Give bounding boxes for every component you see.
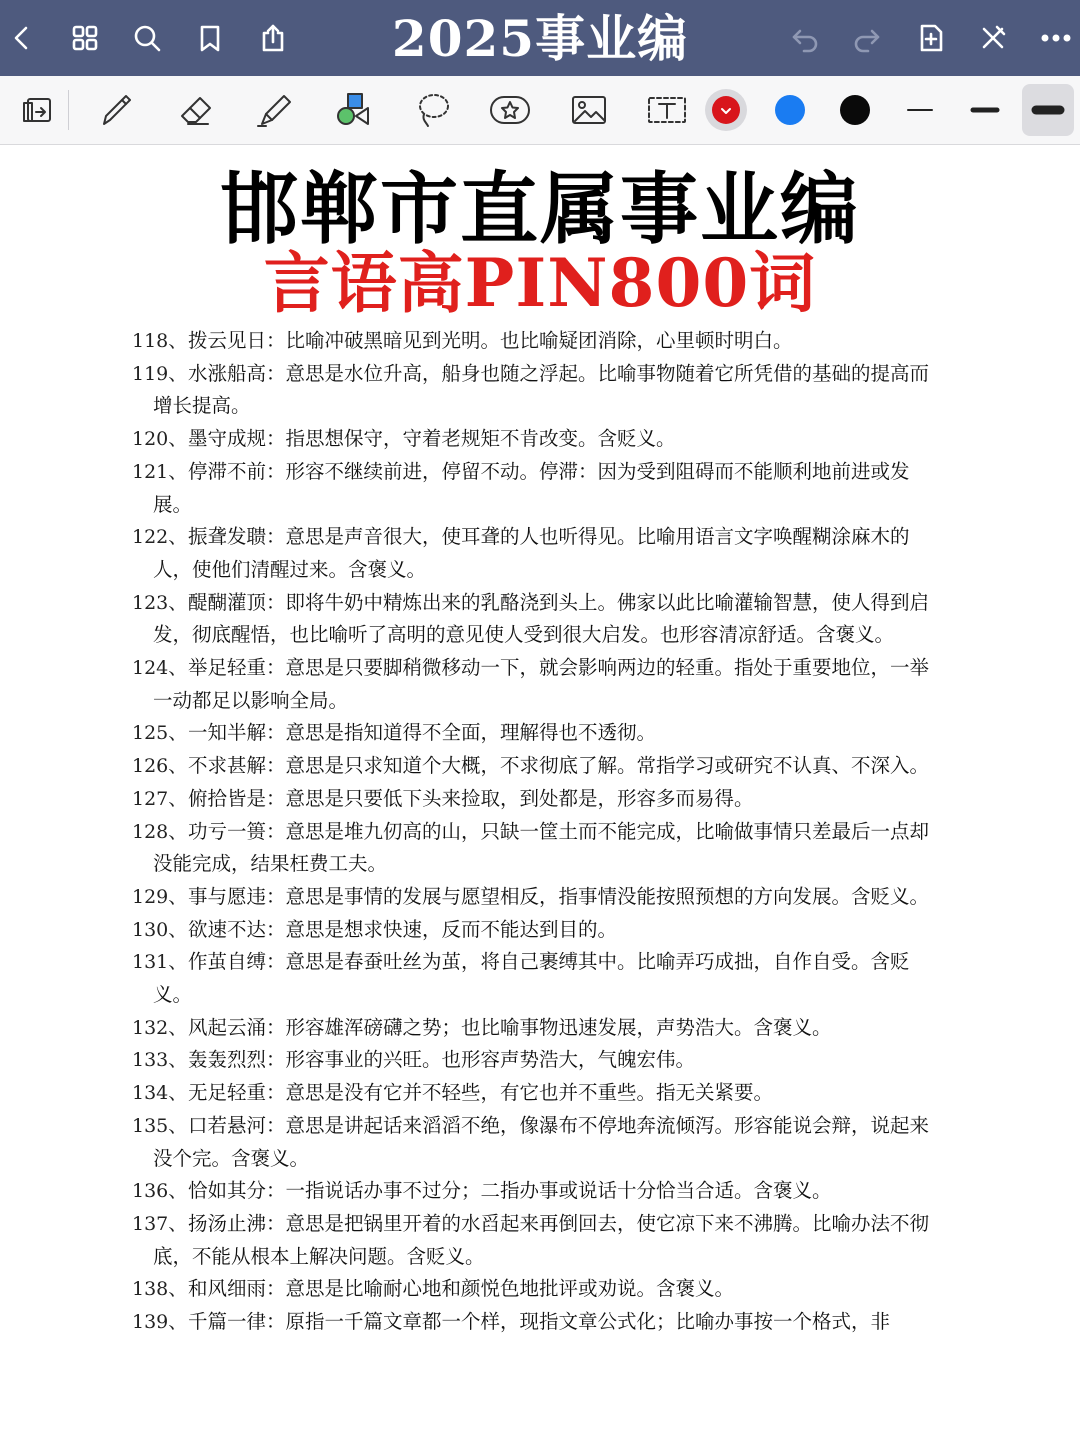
entry-number: 120、: [132, 428, 188, 451]
entry-text: 无足轻重：意思是没有它并不轻些，有它也并不重些。指无关紧要。: [188, 1081, 774, 1105]
list-item: [132, 1208, 944, 1273]
entry-number: 134、: [132, 1082, 188, 1105]
document-title: 2025事业编: [391, 9, 689, 68]
entry-text: 醍醐灌顶：即将牛奶中精炼出来的乳酪浇到头上。佛家以此比喻灌输智慧，使人得到启发，彻底醒悟，也比喻听了高明的意见使人受到很大启发。也形容清凉舒适。含褒义。: [153, 590, 930, 647]
entry-number: 136、: [132, 1180, 188, 1203]
add-page-icon[interactable]: [911, 18, 951, 58]
entry-text: 事与愿违：意思是事情的发展与愿望相反，指事情没能按照预想的方向发展。含贬义。: [188, 884, 930, 908]
stroke-thick-option[interactable]: [1022, 84, 1074, 136]
entry-number: 133、: [132, 1049, 188, 1072]
vocabulary-list: [132, 325, 944, 1339]
list-item: [132, 750, 944, 783]
entry-text: 水涨船高：意思是水位升高，船身也随之浮起。比喻事物随着它所凭借的基础的提高而增长提高。: [153, 361, 930, 418]
page-heading: 邯郸市直属事业编: [219, 165, 860, 255]
entry-number: 139、: [132, 1311, 188, 1334]
entry-text: 一知半解：意思是指知道得不全面，理解得也不透彻。: [188, 721, 657, 745]
list-item: [132, 456, 944, 521]
lasso-tool-icon[interactable]: [408, 86, 456, 134]
entry-number: 131、: [132, 951, 188, 974]
list-item: [132, 652, 944, 717]
eraser-tool-icon[interactable]: [172, 86, 220, 134]
entry-text: 举足轻重：意思是只要脚稍微移动一下，就会影响两边的轻重。指处于重要地位，一举一动都足以影响全局。: [153, 656, 930, 712]
entry-text: 墨守成规：指思想保守，守着老规矩不肯改变。含贬义。: [188, 427, 676, 451]
entry-text: 拨云见日：比喻冲破黑暗见到光明。也比喻疑团消除，心里顿时明白。: [188, 329, 793, 352]
list-item: [132, 587, 944, 652]
share-icon[interactable]: [253, 18, 293, 58]
back-icon[interactable]: [2, 18, 42, 58]
color-red-swatch[interactable]: [702, 86, 750, 134]
entry-number: 128、: [132, 820, 188, 843]
entry-text: 停滞不前：形容不继续前进，停留不动。停滞：因为受到阻碍而不能顺利地前进或发展。: [153, 459, 910, 516]
color-blue-swatch[interactable]: [766, 86, 814, 134]
entry-text: 恰如其分：一指说话办事不过分；二指办事或说话十分恰当合适。含褒义。: [188, 1179, 832, 1203]
entry-number: 121、: [132, 460, 188, 483]
read-mode-icon[interactable]: [14, 86, 62, 134]
list-item: [132, 816, 944, 881]
entry-text: 振聋发聩：意思是声音很大，使耳聋的人也听得见。比喻用语言文字唤醒糊涂麻木的人，使他们清醒过来。含褒义。: [153, 525, 910, 581]
entry-number: 132、: [132, 1016, 188, 1039]
entry-text: 口若悬河：意思是讲起话来滔滔不绝，像瀑布不停地奔流倾泻。形容能说会辩，说起来没个完。含褒义。: [153, 1113, 930, 1170]
grid-icon[interactable]: [65, 18, 105, 58]
shapes-tool-icon[interactable]: [330, 86, 378, 134]
list-item: [132, 783, 944, 816]
list-item: [132, 1077, 944, 1110]
text-tool-icon[interactable]: [643, 86, 691, 134]
entry-text: 功亏一篑：意思是堆九仞高的山，只缺一筐土而不能完成，比喻做事情只差最后一点却没能完成，结果枉费工夫。: [153, 819, 930, 876]
entry-number: 119、: [132, 362, 188, 385]
list-item: [132, 1175, 944, 1208]
entry-text: 不求甚解：意思是只求知道个大概，不求彻底了解。常指学习或研究不认真、不深入。: [188, 754, 930, 778]
close-edit-icon[interactable]: [973, 18, 1013, 58]
entry-number: 124、: [132, 657, 188, 680]
list-item: [132, 1012, 944, 1045]
entry-number: 137、: [132, 1212, 188, 1235]
page-subheading: 言语高PIN800词: [263, 244, 817, 322]
highlighter-tool-icon[interactable]: [250, 86, 298, 134]
list-item: [132, 717, 944, 750]
entry-number: 122、: [132, 526, 188, 549]
entry-text: 风起云涌：形容雄浑磅礴之势；也比喻事物迅速发展，声势浩大。含褒义。: [188, 1015, 832, 1039]
entry-text: 千篇一律：原指一千篇文章都一个样，现指文章公式化；比喻办事按一个格式，非: [188, 1310, 891, 1334]
entry-number: 125、: [132, 722, 188, 745]
list-item: [132, 1110, 944, 1175]
list-item: [132, 1044, 944, 1077]
list-item: [132, 881, 944, 914]
entry-text: 和风细雨：意思是比喻耐心地和颜悦色地批评或劝说。含褒义。: [188, 1277, 735, 1301]
entry-text: 作茧自缚：意思是春蚕吐丝为茧，将自己裹缚其中。比喻弄巧成拙，自作自受。含贬义。: [153, 950, 910, 1007]
more-icon[interactable]: [1036, 18, 1076, 58]
entry-text: 俯拾皆是：意思是只要低下头来捡取，到处都是，形容多而易得。: [188, 786, 754, 810]
image-tool-icon[interactable]: [565, 86, 613, 134]
sticker-tool-icon[interactable]: [486, 86, 534, 134]
entry-text: 扬汤止沸：意思是把锅里开着的水舀起来再倒回去，使它凉下来不沸腾。比喻办法不彻底，不能从根本上解决问题。含贬义。: [153, 1211, 930, 1268]
list-item: [132, 1306, 944, 1339]
list-item: [132, 325, 944, 358]
entry-number: 126、: [132, 755, 188, 778]
entry-number: 123、: [132, 591, 188, 614]
list-item: [132, 914, 944, 947]
title-bar: [0, 0, 1080, 76]
drawing-toolbar: [0, 76, 1080, 145]
bookmark-icon[interactable]: [190, 18, 230, 58]
undo-icon[interactable]: [785, 18, 825, 58]
list-item: [132, 423, 944, 456]
redo-icon[interactable]: [847, 18, 887, 58]
entry-text: 轰轰烈烈：形容事业的兴旺。也形容声势浩大，气魄宏伟。: [188, 1048, 696, 1072]
entry-number: 135、: [132, 1114, 188, 1137]
toolbar-divider: [68, 90, 69, 130]
stroke-thin-option[interactable]: [896, 86, 944, 134]
entry-text: 欲速不达：意思是想求快速，反而不能达到目的。: [188, 917, 618, 941]
list-item: [132, 521, 944, 586]
search-icon[interactable]: [127, 18, 167, 58]
entry-number: 127、: [132, 787, 188, 810]
list-item: [132, 358, 944, 423]
stroke-medium-option[interactable]: [961, 86, 1009, 134]
entry-number: 129、: [132, 885, 188, 908]
entry-number: 130、: [132, 918, 188, 941]
list-item: [132, 946, 944, 1011]
document-page: [0, 145, 1080, 1440]
entry-number: 138、: [132, 1278, 188, 1301]
color-black-swatch[interactable]: [831, 86, 879, 134]
pen-tool-icon[interactable]: [92, 86, 140, 134]
list-item: [132, 1273, 944, 1306]
entry-number: 118、: [132, 330, 188, 352]
